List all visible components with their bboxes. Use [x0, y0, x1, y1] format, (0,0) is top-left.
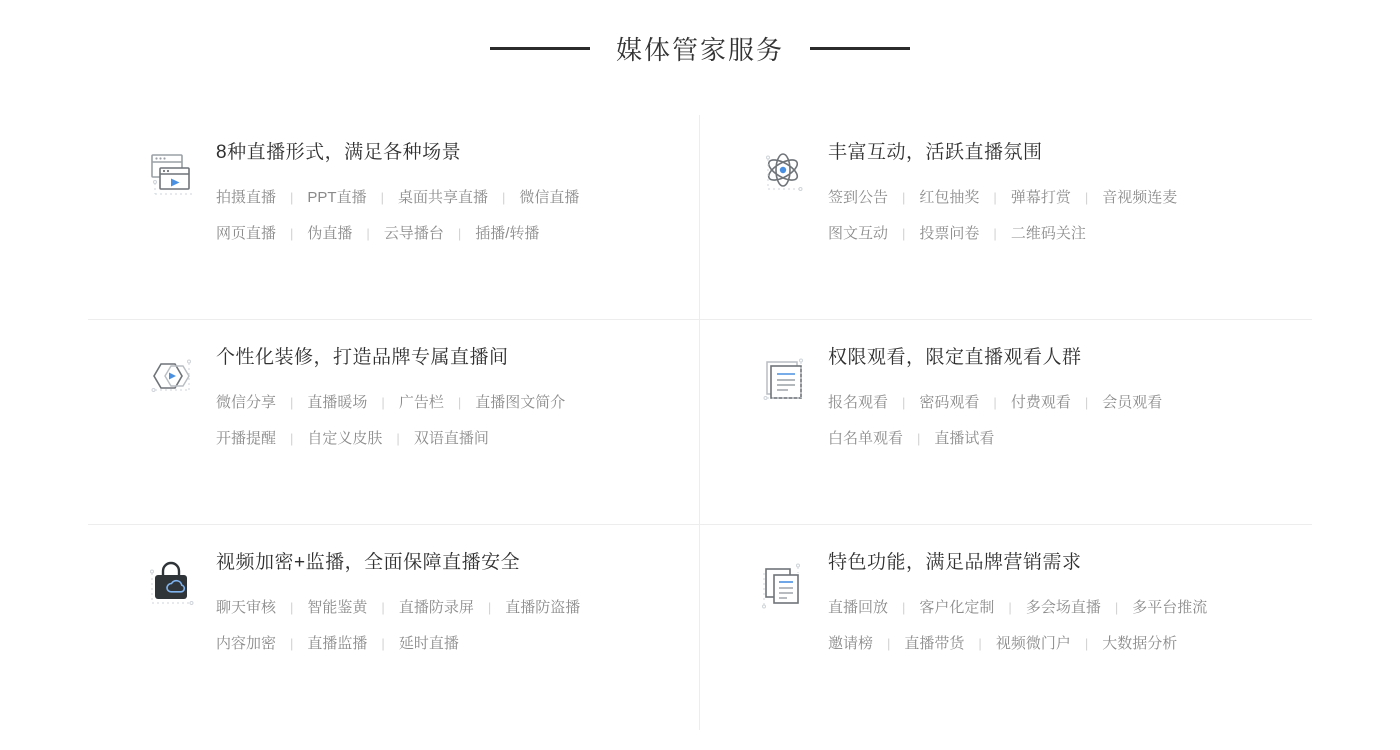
tag-separator: |	[993, 226, 997, 241]
feature-tag[interactable]: 直播监播	[307, 635, 368, 652]
tag-separator: |	[993, 395, 997, 410]
feature-tag[interactable]: 直播暖场	[307, 394, 368, 411]
tag-row	[216, 597, 681, 619]
feature-body	[828, 137, 1294, 245]
tag-separator: |	[993, 190, 997, 205]
tag-separator: |	[917, 431, 921, 446]
feature-tag[interactable]: 拍摄直播	[216, 189, 277, 206]
feature-tag[interactable]: 开播提醒	[216, 430, 277, 447]
feature-tag[interactable]: 报名观看	[828, 394, 889, 411]
feature-tag[interactable]: 聊天审核	[216, 599, 277, 616]
page-title-block	[0, 0, 1400, 67]
feature-tag[interactable]: 自定义皮肤	[307, 430, 383, 447]
feature-tag[interactable]: 音视频连麦	[1102, 189, 1178, 206]
feature-card	[700, 320, 1312, 525]
tag-row	[828, 223, 1294, 245]
feature-tag[interactable]: 插播/转播	[475, 225, 540, 242]
feature-tag-rows	[828, 597, 1294, 655]
feature-tag[interactable]: PPT直播	[307, 189, 367, 206]
feature-tag[interactable]: 白名单观看	[828, 430, 904, 447]
feature-tag[interactable]: 密码观看	[919, 394, 980, 411]
feature-card	[88, 525, 700, 730]
feature-tag[interactable]: 大数据分析	[1102, 635, 1178, 652]
tag-separator: |	[457, 226, 462, 241]
tag-row	[216, 428, 681, 450]
feature-tag[interactable]: 多会场直播	[1025, 599, 1101, 616]
tag-separator: |	[396, 431, 400, 446]
page-title: 媒体管家服务	[615, 35, 784, 65]
feature-card	[88, 115, 700, 320]
tag-separator: |	[1008, 600, 1012, 615]
feature-tag[interactable]: 二维码关注	[1010, 225, 1086, 242]
feature-tag[interactable]: 延时直播	[398, 635, 459, 652]
tag-separator: |	[290, 190, 294, 205]
feature-tag[interactable]: 直播防盗播	[505, 599, 581, 616]
feature-tag[interactable]: 视频微门户	[995, 635, 1071, 652]
tag-separator: |	[366, 226, 370, 241]
feature-tag[interactable]: 伪直播	[307, 225, 353, 242]
feature-tag-rows	[216, 392, 681, 450]
feature-tag-rows	[216, 187, 681, 245]
tag-separator: |	[502, 190, 506, 205]
feature-tag[interactable]: 微信分享	[216, 394, 277, 411]
tag-separator: |	[380, 190, 384, 205]
title-rule-right	[810, 47, 910, 50]
feature-tag-rows	[216, 597, 681, 655]
feature-card	[88, 320, 700, 525]
tag-row	[828, 392, 1294, 414]
feature-tag[interactable]: 付费观看	[1010, 394, 1071, 411]
stacked-pages-marketing-icon	[742, 547, 828, 617]
tag-separator: |	[290, 395, 294, 410]
feature-tag[interactable]: 多平台推流	[1132, 599, 1208, 616]
tag-row	[828, 187, 1294, 209]
hexagon-customize-icon	[130, 342, 216, 412]
live-window-play-icon	[130, 137, 216, 207]
tag-separator: |	[381, 395, 385, 410]
tag-row	[828, 633, 1294, 655]
feature-body	[216, 547, 681, 655]
feature-title: 权限观看，限定直播观看人群	[828, 347, 1082, 368]
feature-tag[interactable]: 微信直播	[519, 189, 580, 206]
feature-tag[interactable]: 桌面共享直播	[397, 189, 488, 206]
feature-grid	[88, 115, 1312, 730]
feature-tag[interactable]: 红包抽奖	[919, 189, 980, 206]
feature-body	[828, 342, 1294, 450]
tag-separator: |	[902, 600, 906, 615]
permission-document-icon	[742, 342, 828, 412]
feature-tag[interactable]: 双语直播间	[413, 430, 489, 447]
tag-row	[216, 392, 681, 414]
feature-title: 特色功能，满足品牌营销需求	[828, 552, 1082, 573]
tag-separator: |	[290, 636, 294, 651]
feature-title: 8种直播形式，满足各种场景	[216, 142, 462, 163]
feature-title: 丰富互动，活跃直播氛围	[828, 142, 1043, 163]
feature-tag[interactable]: 邀请榜	[828, 635, 874, 652]
feature-tag-rows	[828, 392, 1294, 450]
tag-separator: |	[381, 636, 385, 651]
tag-separator: |	[1084, 190, 1089, 205]
feature-tag[interactable]: 投票问卷	[919, 225, 980, 242]
title-rule-left	[490, 47, 590, 50]
tag-row	[828, 597, 1294, 619]
tag-separator: |	[290, 431, 294, 446]
feature-tag[interactable]: 直播图文简介	[475, 394, 566, 411]
feature-tag[interactable]: 云导播台	[383, 225, 444, 242]
tag-separator: |	[290, 226, 294, 241]
tag-separator: |	[1114, 600, 1119, 615]
feature-tag[interactable]: 内容加密	[216, 635, 277, 652]
tag-separator: |	[902, 190, 906, 205]
feature-tag[interactable]: 广告栏	[398, 394, 444, 411]
feature-tag[interactable]: 签到公告	[828, 189, 889, 206]
tag-separator: |	[902, 226, 906, 241]
feature-tag[interactable]: 直播防录屏	[398, 599, 474, 616]
feature-body	[828, 547, 1294, 655]
tag-row	[828, 428, 1294, 450]
tag-separator: |	[381, 600, 385, 615]
tag-separator: |	[487, 600, 492, 615]
feature-card	[700, 525, 1312, 730]
feature-title: 视频加密+监播，全面保障直播安全	[216, 552, 521, 573]
feature-card	[700, 115, 1312, 320]
feature-title: 个性化装修，打造品牌专属直播间	[216, 347, 509, 368]
tag-row	[216, 633, 681, 655]
atom-interaction-icon	[742, 137, 828, 207]
tag-row	[216, 187, 681, 209]
feature-tag[interactable]: 直播试看	[934, 430, 995, 447]
tag-separator: |	[887, 636, 891, 651]
feature-body	[216, 342, 681, 450]
feature-body	[216, 137, 681, 245]
feature-tag[interactable]: 客户化定制	[919, 599, 995, 616]
cloud-lock-security-icon	[130, 547, 216, 617]
tag-separator: |	[290, 600, 294, 615]
feature-tag[interactable]: 弹幕打赏	[1010, 189, 1071, 206]
feature-tag[interactable]: 直播带货	[904, 635, 965, 652]
feature-tag[interactable]: 直播回放	[828, 599, 889, 616]
tag-separator: |	[457, 395, 462, 410]
feature-tag[interactable]: 图文互动	[828, 225, 889, 242]
feature-tag[interactable]: 网页直播	[216, 225, 277, 242]
tag-separator: |	[1084, 395, 1089, 410]
feature-tag[interactable]: 会员观看	[1102, 394, 1163, 411]
feature-tag[interactable]: 智能鉴黄	[307, 599, 368, 616]
tag-row	[216, 223, 681, 245]
tag-separator: |	[978, 636, 982, 651]
feature-tag-rows	[828, 187, 1294, 245]
tag-separator: |	[1084, 636, 1089, 651]
tag-separator: |	[902, 395, 906, 410]
